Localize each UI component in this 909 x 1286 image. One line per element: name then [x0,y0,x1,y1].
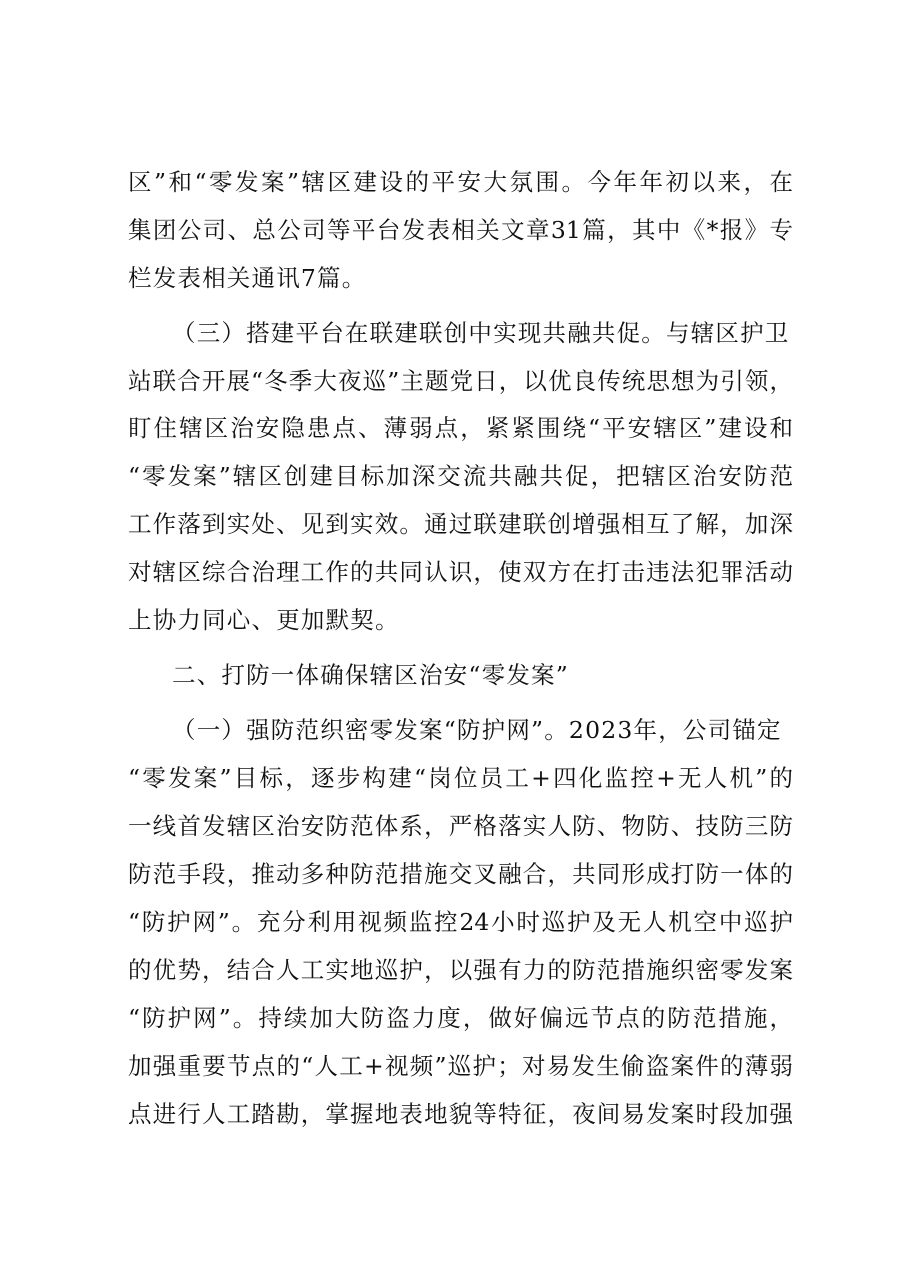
paragraph-heading: （一）强防范织密零发案“防护网”。2023年，公司锚定 [172,716,782,744]
text-line: “零发案”辖区创建目标加深交流共融共促，把辖区治安防范 [128,462,793,490]
text-line: 的优势，结合人工实地巡护，以强有力的防范措施织密零发案 [128,956,793,984]
text-line: 点进行人工踏勘，掌握地表地貌等特征，夜间易发案时段加强 [128,1100,793,1128]
text-line: 上协力同心、更加默契。 [128,606,400,634]
text-line: 工作落到实处、见到实效。通过联建联创增强相互了解，加深 [128,510,793,538]
text-line: 加强重要节点的“人工+视频”巡护；对易发生偷盗案件的薄弱 [128,1052,793,1080]
text-line: 一线首发辖区治安防范体系，严格落实人防、物防、技防三防 [128,812,793,840]
paragraph-heading: （三）搭建平台在联建联创中实现共融共促。与辖区护卫 [172,319,790,347]
text-line: 集团公司、总公司等平台发表相关文章31篇，其中《*报》专 [128,216,793,244]
text-line: 区”和“零发案”辖区建设的平安大氛围。今年年初以来，在 [128,168,793,196]
text-line: 防范手段，推动多种防范措施交叉融合，共同形成打防一体的 [128,860,793,888]
text-line: 站联合开展“冬季大夜巡”主题党日，以优良传统思想为引领， [128,367,793,395]
text-line: 对辖区综合治理工作的共同认识，使双方在打击违法犯罪活动 [128,558,793,586]
text-line: “零发案”目标，逐步构建“岗位员工+四化监控+无人机”的 [128,764,793,792]
text-line: “防护网”。充分利用视频监控24小时巡护及无人机空中巡护 [128,908,793,936]
text-line: 栏发表相关通讯7篇。 [128,264,367,292]
section-heading: 二、打防一体确保辖区治安“零发案” [172,661,569,689]
text-line: 盯住辖区治安隐患点、薄弱点，紧紧围绕“平安辖区”建设和 [128,414,793,442]
text-line: “防护网”。持续加大防盗力度，做好偏远节点的防范措施， [128,1004,793,1032]
